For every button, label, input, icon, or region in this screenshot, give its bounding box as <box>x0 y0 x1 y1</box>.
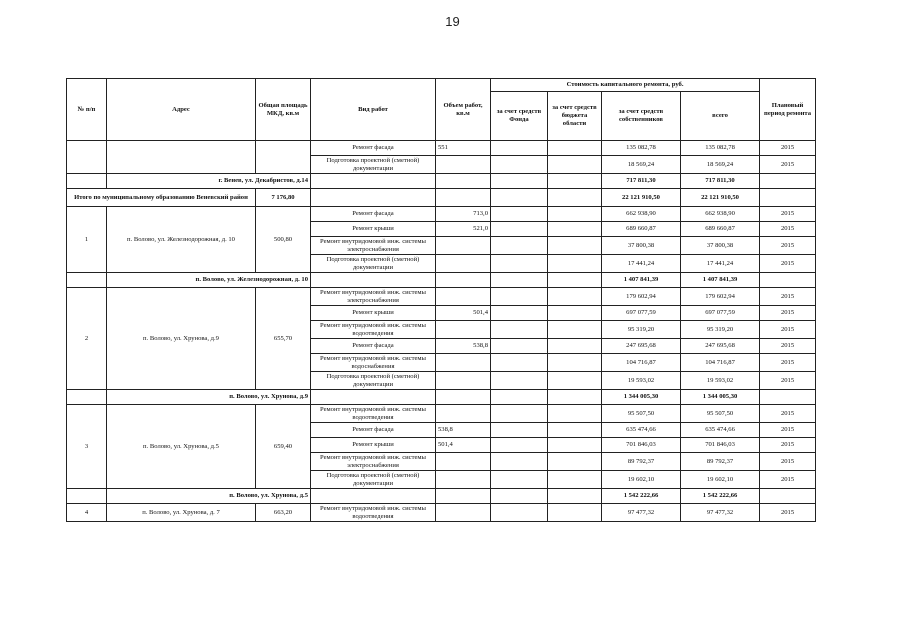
work-type-cell: Ремонт фасада <box>311 141 436 156</box>
owners-cell: 179 602,94 <box>602 288 681 306</box>
total-cell: 95 507,50 <box>681 405 760 423</box>
period-cell: 2015 <box>760 438 816 453</box>
header-area: Общая площадь МКД, кв.м <box>256 79 311 141</box>
owners-cell: 19 593,02 <box>602 372 681 390</box>
total-cell: 95 319,20 <box>681 321 760 339</box>
period-cell: 2015 <box>760 339 816 354</box>
subtotal-label: п. Волово, ул. Железнодорожная, д. 10 <box>107 273 311 288</box>
volume-cell: 538,8 <box>436 423 491 438</box>
work-type-cell: Подготовка проектной (сметной) документации <box>311 255 436 273</box>
header-work-type: Вид работ <box>311 79 436 141</box>
work-type-cell: Ремонт внутридомовой инж. системы электроснабжения <box>311 237 436 255</box>
owners-cell: 135 082,78 <box>602 141 681 156</box>
owners-cell: 697 077,59 <box>602 306 681 321</box>
grand-total-label: Итого по муниципальному образованию Веневский район <box>67 189 256 207</box>
header-cost-group: Стоимость капитального ремонта, руб. <box>491 79 760 92</box>
work-type-cell: Ремонт внутридомовой инж. системы водоотведения <box>311 504 436 522</box>
work-type-cell: Ремонт фасада <box>311 339 436 354</box>
table-row <box>67 504 816 522</box>
owners-cell: 1 542 222,66 <box>602 489 681 504</box>
owners-cell: 89 792,37 <box>602 453 681 471</box>
subtotal-row <box>67 489 816 504</box>
subtotal-label: г. Венев, ул. Декабристов, д.14 <box>107 174 311 189</box>
total-cell: 89 792,37 <box>681 453 760 471</box>
header-owners: за счет средств собственников <box>602 92 681 141</box>
period-cell: 2015 <box>760 288 816 306</box>
owners-cell: 95 319,20 <box>602 321 681 339</box>
area-cell: 655,70 <box>256 288 311 390</box>
owners-cell: 104 716,87 <box>602 354 681 372</box>
total-cell: 17 441,24 <box>681 255 760 273</box>
owners-cell: 19 602,10 <box>602 471 681 489</box>
subtotal-row <box>67 273 816 288</box>
period-cell: 2015 <box>760 453 816 471</box>
volume-cell: 538,8 <box>436 339 491 354</box>
total-cell: 19 593,02 <box>681 372 760 390</box>
header-fund: за счет средств Фонда <box>491 92 548 141</box>
period-cell: 2015 <box>760 207 816 222</box>
subtotal-label: п. Волово, ул. Хрунова, д.5 <box>107 489 311 504</box>
row-number: 3 <box>67 405 107 489</box>
work-type-cell: Подготовка проектной (сметной) документации <box>311 372 436 390</box>
total-cell: 689 660,87 <box>681 222 760 237</box>
subtotal-row <box>67 390 816 405</box>
period-cell: 2015 <box>760 156 816 174</box>
total-cell: 635 474,66 <box>681 423 760 438</box>
period-cell: 2015 <box>760 354 816 372</box>
subtotal-label: п. Волово, ул. Хрунова, д.9 <box>107 390 311 405</box>
total-cell: 104 716,87 <box>681 354 760 372</box>
table-row <box>67 141 816 156</box>
total-cell: 701 846,03 <box>681 438 760 453</box>
total-cell: 135 082,78 <box>681 141 760 156</box>
period-cell: 2015 <box>760 306 816 321</box>
owners-cell: 18 569,24 <box>602 156 681 174</box>
table-row <box>67 405 816 423</box>
total-cell: 97 477,32 <box>681 504 760 522</box>
total-cell: 179 602,94 <box>681 288 760 306</box>
total-cell: 247 695,68 <box>681 339 760 354</box>
work-type-cell: Ремонт крыши <box>311 222 436 237</box>
address-cell: п. Волово, ул. Железнодорожная, д. 10 <box>107 207 256 273</box>
owners-cell: 635 474,66 <box>602 423 681 438</box>
period-cell: 2015 <box>760 222 816 237</box>
work-type-cell: Ремонт внутридомовой инж. системы электроснабжения <box>311 288 436 306</box>
period-cell: 2015 <box>760 321 816 339</box>
header-total: всего <box>681 92 760 141</box>
subtotal-row <box>67 174 816 189</box>
period-cell: 2015 <box>760 471 816 489</box>
work-type-cell: Подготовка проектной (сметной) документации <box>311 156 436 174</box>
total-cell: 697 077,59 <box>681 306 760 321</box>
work-type-cell: Ремонт внутридомовой инж. системы электроснабжения <box>311 453 436 471</box>
owners-cell: 701 846,03 <box>602 438 681 453</box>
address-cell: п. Волово, ул. Хрунова, д. 7 <box>107 504 256 522</box>
volume-cell: 713,0 <box>436 207 491 222</box>
total-cell: 37 800,38 <box>681 237 760 255</box>
work-type-cell: Ремонт крыши <box>311 306 436 321</box>
owners-cell: 717 811,30 <box>602 174 681 189</box>
work-type-cell: Ремонт крыши <box>311 438 436 453</box>
volume-cell: 551 <box>436 141 491 156</box>
period-cell: 2015 <box>760 405 816 423</box>
owners-cell: 662 938,90 <box>602 207 681 222</box>
owners-cell: 17 441,24 <box>602 255 681 273</box>
owners-cell: 22 121 910,50 <box>602 189 681 207</box>
owners-cell: 247 695,68 <box>602 339 681 354</box>
owners-cell: 1 407 841,39 <box>602 273 681 288</box>
total-cell: 1 542 222,66 <box>681 489 760 504</box>
work-type-cell: Ремонт фасада <box>311 207 436 222</box>
header-period: Плановый период ремонта <box>760 79 816 141</box>
owners-cell: 1 344 005,30 <box>602 390 681 405</box>
period-cell: 2015 <box>760 504 816 522</box>
total-cell: 1 344 005,30 <box>681 390 760 405</box>
header-volume: Объем работ, кв.м <box>436 79 491 141</box>
owners-cell: 689 660,87 <box>602 222 681 237</box>
total-cell: 1 407 841,39 <box>681 273 760 288</box>
area-cell: 500,80 <box>256 207 311 273</box>
area-cell: 659,40 <box>256 405 311 489</box>
row-number: 4 <box>67 504 107 522</box>
volume-cell: 501,4 <box>436 438 491 453</box>
total-cell: 19 602,10 <box>681 471 760 489</box>
table-row <box>67 207 816 222</box>
volume-cell: 521,0 <box>436 222 491 237</box>
area-cell: 7 176,80 <box>256 189 311 207</box>
page-number: 19 <box>445 14 460 29</box>
work-type-cell: Ремонт внутридомовой инж. системы водоснабжения <box>311 354 436 372</box>
work-type-cell: Ремонт внутридомовой инж. системы водоотведения <box>311 321 436 339</box>
owners-cell: 95 507,50 <box>602 405 681 423</box>
header-budget: за счет средств бюджета области <box>548 92 602 141</box>
work-type-cell: Ремонт внутридомовой инж. системы водоотведения <box>311 405 436 423</box>
total-cell: 18 569,24 <box>681 156 760 174</box>
total-cell: 717 811,30 <box>681 174 760 189</box>
row-number: 2 <box>67 288 107 390</box>
table-row <box>67 288 816 306</box>
period-cell: 2015 <box>760 423 816 438</box>
address-cell: п. Волово, ул. Хрунова, д.5 <box>107 405 256 489</box>
total-cell: 662 938,90 <box>681 207 760 222</box>
owners-cell: 37 800,38 <box>602 237 681 255</box>
capital-repair-table <box>66 78 816 522</box>
volume-cell: 501,4 <box>436 306 491 321</box>
total-cell: 22 121 910,50 <box>681 189 760 207</box>
period-cell: 2015 <box>760 372 816 390</box>
header-num: № п/п <box>67 79 107 141</box>
row-number: 1 <box>67 207 107 273</box>
period-cell: 2015 <box>760 255 816 273</box>
work-type-cell: Подготовка проектной (сметной) документации <box>311 471 436 489</box>
work-type-cell: Ремонт фасада <box>311 423 436 438</box>
owners-cell: 97 477,32 <box>602 504 681 522</box>
period-cell: 2015 <box>760 237 816 255</box>
period-cell: 2015 <box>760 141 816 156</box>
grand-total-row <box>67 189 816 207</box>
address-cell: п. Волово, ул. Хрунова, д.9 <box>107 288 256 390</box>
header-address: Адрес <box>107 79 256 141</box>
area-cell: 663,20 <box>256 504 311 522</box>
